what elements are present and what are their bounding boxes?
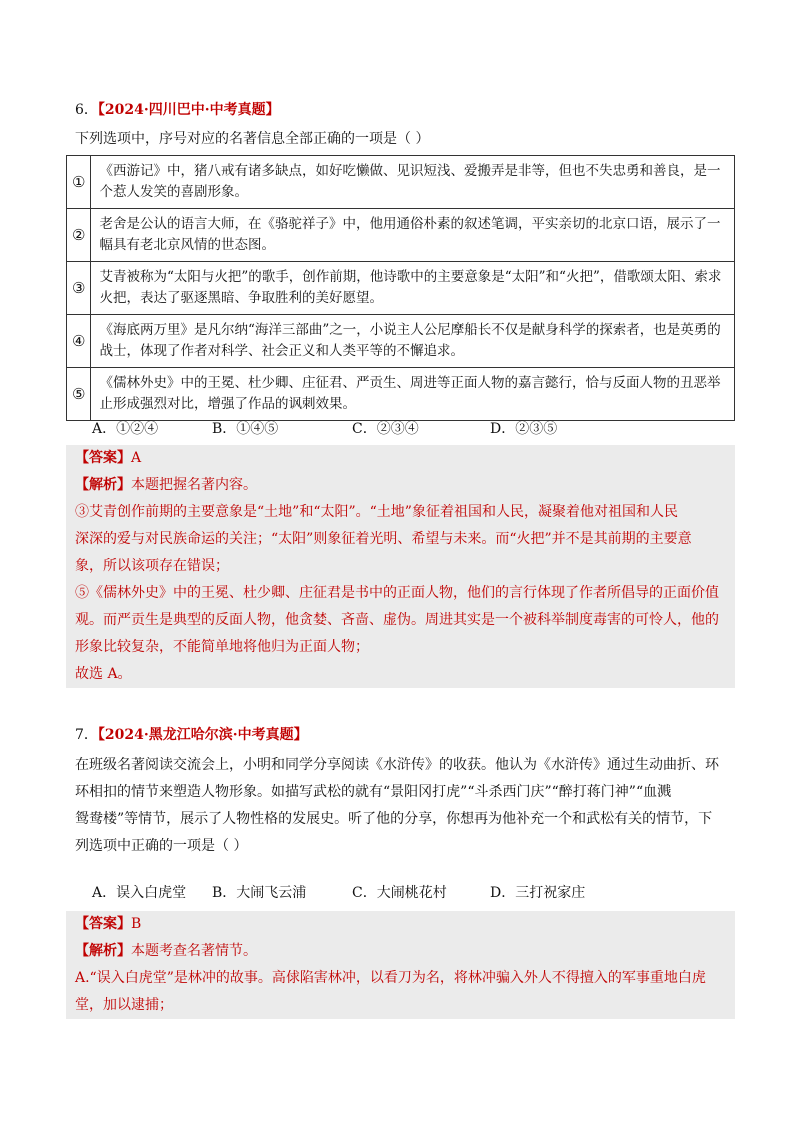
stem-line: 列选项中正确的一项是（ ） (75, 838, 248, 854)
table-row (67, 209, 735, 262)
question-7-choices (92, 882, 585, 902)
analysis-text: 形象比较复杂，不能简单地将他归为正面人物； (75, 639, 369, 655)
answer-value: B (131, 916, 142, 932)
question-7-answer-block (66, 911, 735, 1019)
choice-a: A．①②④ (92, 421, 159, 437)
analysis-text: 深深的爱与对民族命运的关注；“太阳”则象征着光明、希望与未来。而“火把”并不是其前期的主要意 (75, 531, 692, 547)
row-text: 《海底两万里》是凡尔纳“海洋三部曲”之一，小说主人公尼摩船长不仅是献身科学的探索者，也是英勇的战士，体现了作者对科学、社会正义和人类平等的不懈追求。 (91, 315, 735, 368)
analysis-text: ⑤《儒林外史》中的王冕、杜少卿、庄征君是书中的正面人物，他们的言行体现了作者所倡导的正面价值 (75, 585, 719, 601)
analysis-line (66, 472, 735, 499)
row-text: 老舍是公认的语言大师，在《骆驼祥子》中，他用通俗朴素的叙述笔调，平实亲切的北京口语，展示了一幅具有老北京风情的世态图。 (91, 209, 735, 262)
choice-a: A．误入白虎堂 (92, 885, 187, 901)
analysis-intro: 本题把握名著内容。 (131, 477, 257, 493)
question-6-tag: 【2024·四川巴中·中考真题】 (97, 102, 280, 118)
question-7-tag: 【2024·黑龙江哈尔滨·中考真题】 (97, 727, 308, 743)
analysis-text: 堂，加以逮捕； (75, 997, 173, 1013)
question-6-choices (92, 418, 557, 438)
analysis-text: 象，所以该项存在错误； (75, 558, 229, 574)
question-6-number: 6． (75, 102, 98, 118)
row-key: ⑤ (67, 368, 91, 421)
choice-b: B．①④⑤ (212, 421, 279, 437)
row-key: ① (67, 156, 91, 209)
table-row (67, 315, 735, 368)
stem-line: 在班级名著阅读交流会上，小明和同学分享阅读《水浒传》的收获。他认为《水浒传》通过生动曲折、环 (75, 757, 719, 773)
analysis-line (66, 938, 735, 965)
question-6-answer-block (66, 445, 735, 688)
row-text: 《西游记》中，猪八戒有诸多缺点，如好吃懒做、见识短浅、爱搬弄是非等，但也不失忠勇和善良，是一个惹人发笑的喜剧形象。 (91, 156, 735, 209)
row-text: 艾青被称为“太阳与火把”的歌手，创作前期，他诗歌中的主要意象是“太阳”和“火把”，借歌颂太阳、索求火把，表达了驱逐黑暗、争取胜利的美好愿望。 (91, 262, 735, 315)
choice-c: C．②③④ (352, 421, 419, 437)
question-6-stem: 下列选项中，序号对应的名著信息全部正确的一项是（ ） (75, 131, 430, 147)
analysis-text: ③艾青创作前期的主要意象是“土地”和“太阳”。“土地”象征着祖国和人民，凝聚着他对祖国和人民 (75, 504, 678, 520)
analysis-text: 观。而严贡生是典型的反面人物，他贪婪、吝啬、虚伪。周进其实是一个被科举制度毒害的可怜人，他的 (75, 612, 719, 628)
row-key: ② (67, 209, 91, 262)
stem-line: 环相扣的情节来塑造人物形象。如描写武松的就有“景阳冈打虎”“斗杀西门庆”“醉打蒋门神”“血溅 (75, 784, 672, 800)
question-7-header (75, 724, 308, 744)
row-text: 《儒林外史》中的王冕、杜少卿、庄征君、严贡生、周进等正面人物的嘉言懿行，恰与反面人物的丑恶举止形成强烈对比，增强了作品的讽刺效果。 (91, 368, 735, 421)
stem-line: 鸳鸯楼”等情节，展示了人物性格的发展史。听了他的分享，你想再为他补充一个和武松有关的情节，下 (75, 811, 713, 827)
answer-label: 【答案】 (75, 450, 131, 466)
answer-line (66, 911, 735, 938)
question-6-header (75, 99, 280, 119)
question-7-number: 7． (75, 727, 98, 743)
question-6-options-table (66, 155, 735, 421)
choice-b: B．大闹飞云浦 (212, 885, 307, 901)
table-row (67, 262, 735, 315)
choice-d: D．三打祝家庄 (490, 885, 586, 901)
conclusion-text: 故选 A。 (75, 666, 132, 682)
analysis-intro: 本题考查名著情节。 (131, 943, 257, 959)
row-key: ③ (67, 262, 91, 315)
table-row (67, 156, 735, 209)
answer-value: A (131, 450, 142, 466)
row-key: ④ (67, 315, 91, 368)
choice-d: D．②③⑤ (490, 421, 558, 437)
choice-c: C．大闹桃花村 (352, 885, 447, 901)
question-7-stem (75, 752, 730, 860)
table-row (67, 368, 735, 421)
answer-label: 【答案】 (75, 916, 131, 932)
answer-line (66, 445, 735, 472)
analysis-label: 【解析】 (75, 943, 131, 959)
analysis-text: A.“误入白虎堂”是林冲的故事。高俅陷害林冲，以看刀为名，将林冲骗入外人不得擅入的军事重地白虎 (75, 970, 706, 986)
analysis-label: 【解析】 (75, 477, 131, 493)
